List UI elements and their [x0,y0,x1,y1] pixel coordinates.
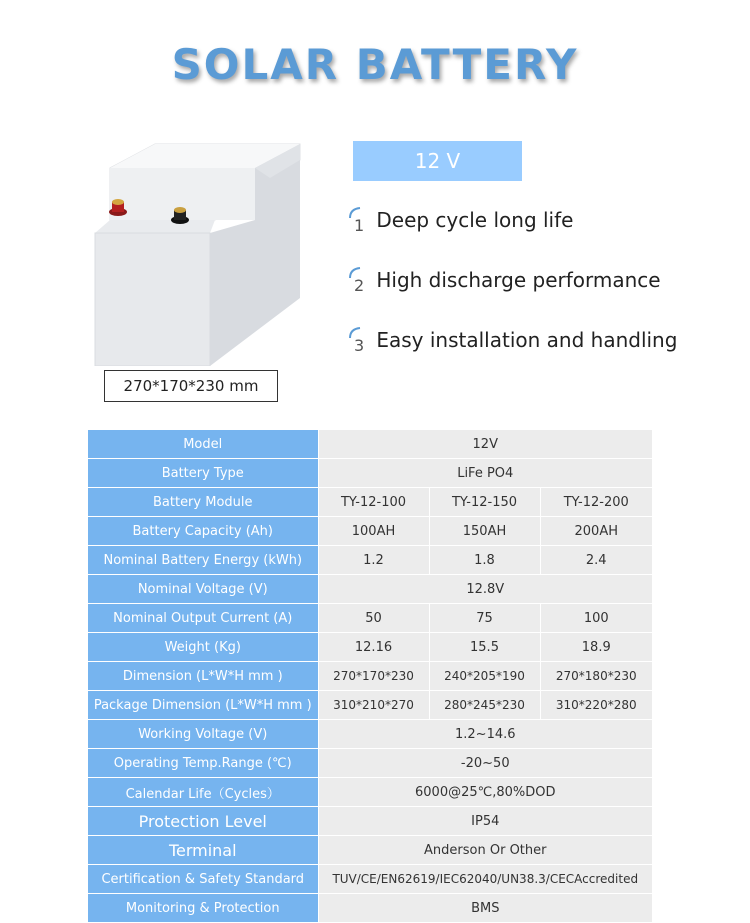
spec-label: Calendar Life（Cycles） [88,778,318,807]
spec-value: 2.4 [540,546,652,575]
table-row [88,604,652,633]
page-title: SOLAR BATTERY [171,40,579,89]
table-row [88,691,652,720]
feature-text: High discharge performance [376,268,661,292]
table-row [88,633,652,662]
spec-value: 200AH [540,517,652,546]
spec-value: TUV/CE/EN62619/IEC62040/UN38.3/CECAccredited [318,865,652,894]
spec-label: Terminal [88,836,318,865]
spec-label: Weight (Kg) [88,633,318,662]
spec-value: 50 [318,604,429,633]
table-row [88,807,652,836]
table-row [88,459,652,488]
spec-label: Battery Type [88,459,318,488]
spec-value: 270*170*230 [318,662,429,691]
spec-label: Protection Level [88,807,318,836]
feature-number: 1 [348,212,370,231]
spec-label: Nominal Battery Energy (kWh) [88,546,318,575]
spec-value: TY-12-200 [540,488,652,517]
spec-label: Battery Module [88,488,318,517]
spec-value: 240*205*190 [429,662,540,691]
feature-number: 2 [348,272,370,291]
spec-value: 12V [318,430,652,459]
spec-value: 1.2 [318,546,429,575]
spec-value: BMS [318,894,652,923]
spec-value: IP54 [318,807,652,836]
table-row [88,836,652,865]
spec-value: 75 [429,604,540,633]
spec-value: 18.9 [540,633,652,662]
spec-label: Monitoring & Protection [88,894,318,923]
spec-value: LiFe PO4 [318,459,652,488]
spec-value: 310*210*270 [318,691,429,720]
table-row [88,894,652,923]
spec-value: -20~50 [318,749,652,778]
feature-item [348,208,574,235]
spec-value: 100AH [318,517,429,546]
spec-label: Nominal Output Current (A) [88,604,318,633]
spec-value: 310*220*280 [540,691,652,720]
table-row [88,575,652,604]
spec-value: 15.5 [429,633,540,662]
spec-value: 12.8V [318,575,652,604]
table-row [88,546,652,575]
feature-text: Easy installation and handling [376,328,678,352]
battery-image [90,138,310,366]
spec-label: Package Dimension (L*W*H mm ) [88,691,318,720]
spec-value: 12.16 [318,633,429,662]
spec-value: 150AH [429,517,540,546]
spec-value: 1.8 [429,546,540,575]
spec-value: 6000@25℃,80%DOD [318,778,652,807]
spec-value: 100 [540,604,652,633]
table-row [88,662,652,691]
spec-label: Model [88,430,318,459]
table-row [88,488,652,517]
spec-value: 270*180*230 [540,662,652,691]
table-row [88,517,652,546]
table-row [88,430,652,459]
spec-label: Certification & Safety Standard [88,865,318,894]
spec-value: 280*245*230 [429,691,540,720]
feature-number: 3 [348,332,370,351]
spec-value: 1.2~14.6 [318,720,652,749]
spec-label: Operating Temp.Range (℃) [88,749,318,778]
feature-text: Deep cycle long life [376,208,574,232]
spec-value: TY-12-150 [429,488,540,517]
spec-table [88,430,652,923]
dimension-label: 270*170*230 mm [104,370,278,402]
spec-label: Nominal Voltage (V) [88,575,318,604]
spec-label: Dimension (L*W*H mm ) [88,662,318,691]
spec-label: Working Voltage (V) [88,720,318,749]
spec-value: TY-12-100 [318,488,429,517]
feature-item [348,328,678,355]
spec-value: Anderson Or Other [318,836,652,865]
table-row [88,720,652,749]
table-row [88,749,652,778]
spec-label: Battery Capacity (Ah) [88,517,318,546]
table-row [88,865,652,894]
voltage-badge: 12 V [353,141,522,181]
table-row [88,778,652,807]
feature-item [348,268,661,295]
